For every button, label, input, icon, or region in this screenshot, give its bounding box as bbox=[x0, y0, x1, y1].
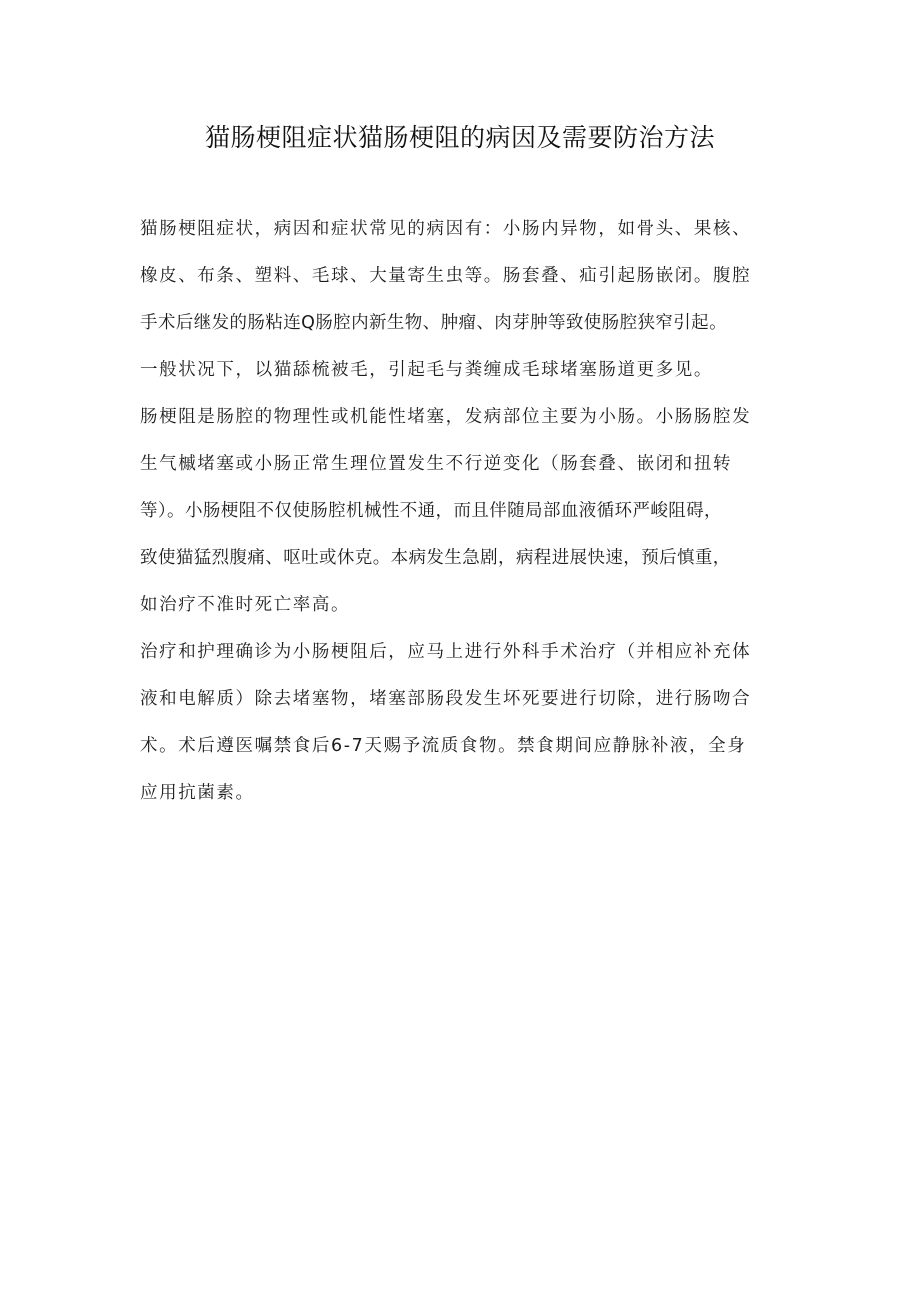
text-line: 致使猫猛烈腹痛、呕吐或休克。本病发生急剧，病程进展快速，预后慎重， bbox=[140, 548, 731, 568]
text-line: 一般状况下，以猫舔梳被毛，引起毛与粪缠成毛球堵塞肠道更多见。 bbox=[140, 360, 713, 380]
text-line: 猫肠梗阻症状，病因和症状常见的病因有：小肠内异物，如骨头、果核、 bbox=[140, 219, 752, 239]
text-line: 手术后继发的肠粘连Q肠腔内新生物、肿瘤、肉芽肿等致使肠腔狭窄引起。 bbox=[140, 313, 727, 333]
document-title: 猫肠梗阻症状猫肠梗阻的病因及需要防治方法 bbox=[204, 123, 715, 152]
text-line: 肠梗阻是肠腔的物理性或机能性堵塞，发病部位主要为小肠。小肠肠腔发 bbox=[140, 407, 752, 427]
text-line: 术。术后遵医嘱禁食后6-7天赐予流质食物。禁食期间应静脉补液，全身 bbox=[140, 736, 747, 756]
text-line: 生气槭堵塞或小肠正常生理位置发生不行逆变化（肠套叠、嵌闭和扭转 bbox=[140, 454, 733, 474]
text-line: 治疗和护理确诊为小肠梗阻后，应马上进行外科手术治疗（并相应补充体 bbox=[140, 642, 752, 662]
text-line: 液和电解质）除去堵塞物，堵塞部肠段发生坏死要进行切除，进行肠吻合 bbox=[140, 689, 752, 709]
text-line: 如治疗不准时死亡率高。 bbox=[140, 595, 351, 615]
text-line: 橡皮、布条、塑料、毛球、大量寄生虫等。肠套叠、疝引起肠嵌闭。腹腔 bbox=[140, 266, 752, 286]
paragraph-treatment bbox=[140, 629, 800, 817]
paragraph-causes bbox=[140, 206, 800, 394]
paragraph-definition bbox=[140, 394, 800, 629]
document-body bbox=[140, 206, 800, 817]
text-line: 应用抗菌素。 bbox=[140, 783, 255, 803]
text-line: 等）。小肠梗阻不仅使肠腔机械性不通，而且伴随局部血液循环严峻阻碍， bbox=[140, 501, 722, 521]
